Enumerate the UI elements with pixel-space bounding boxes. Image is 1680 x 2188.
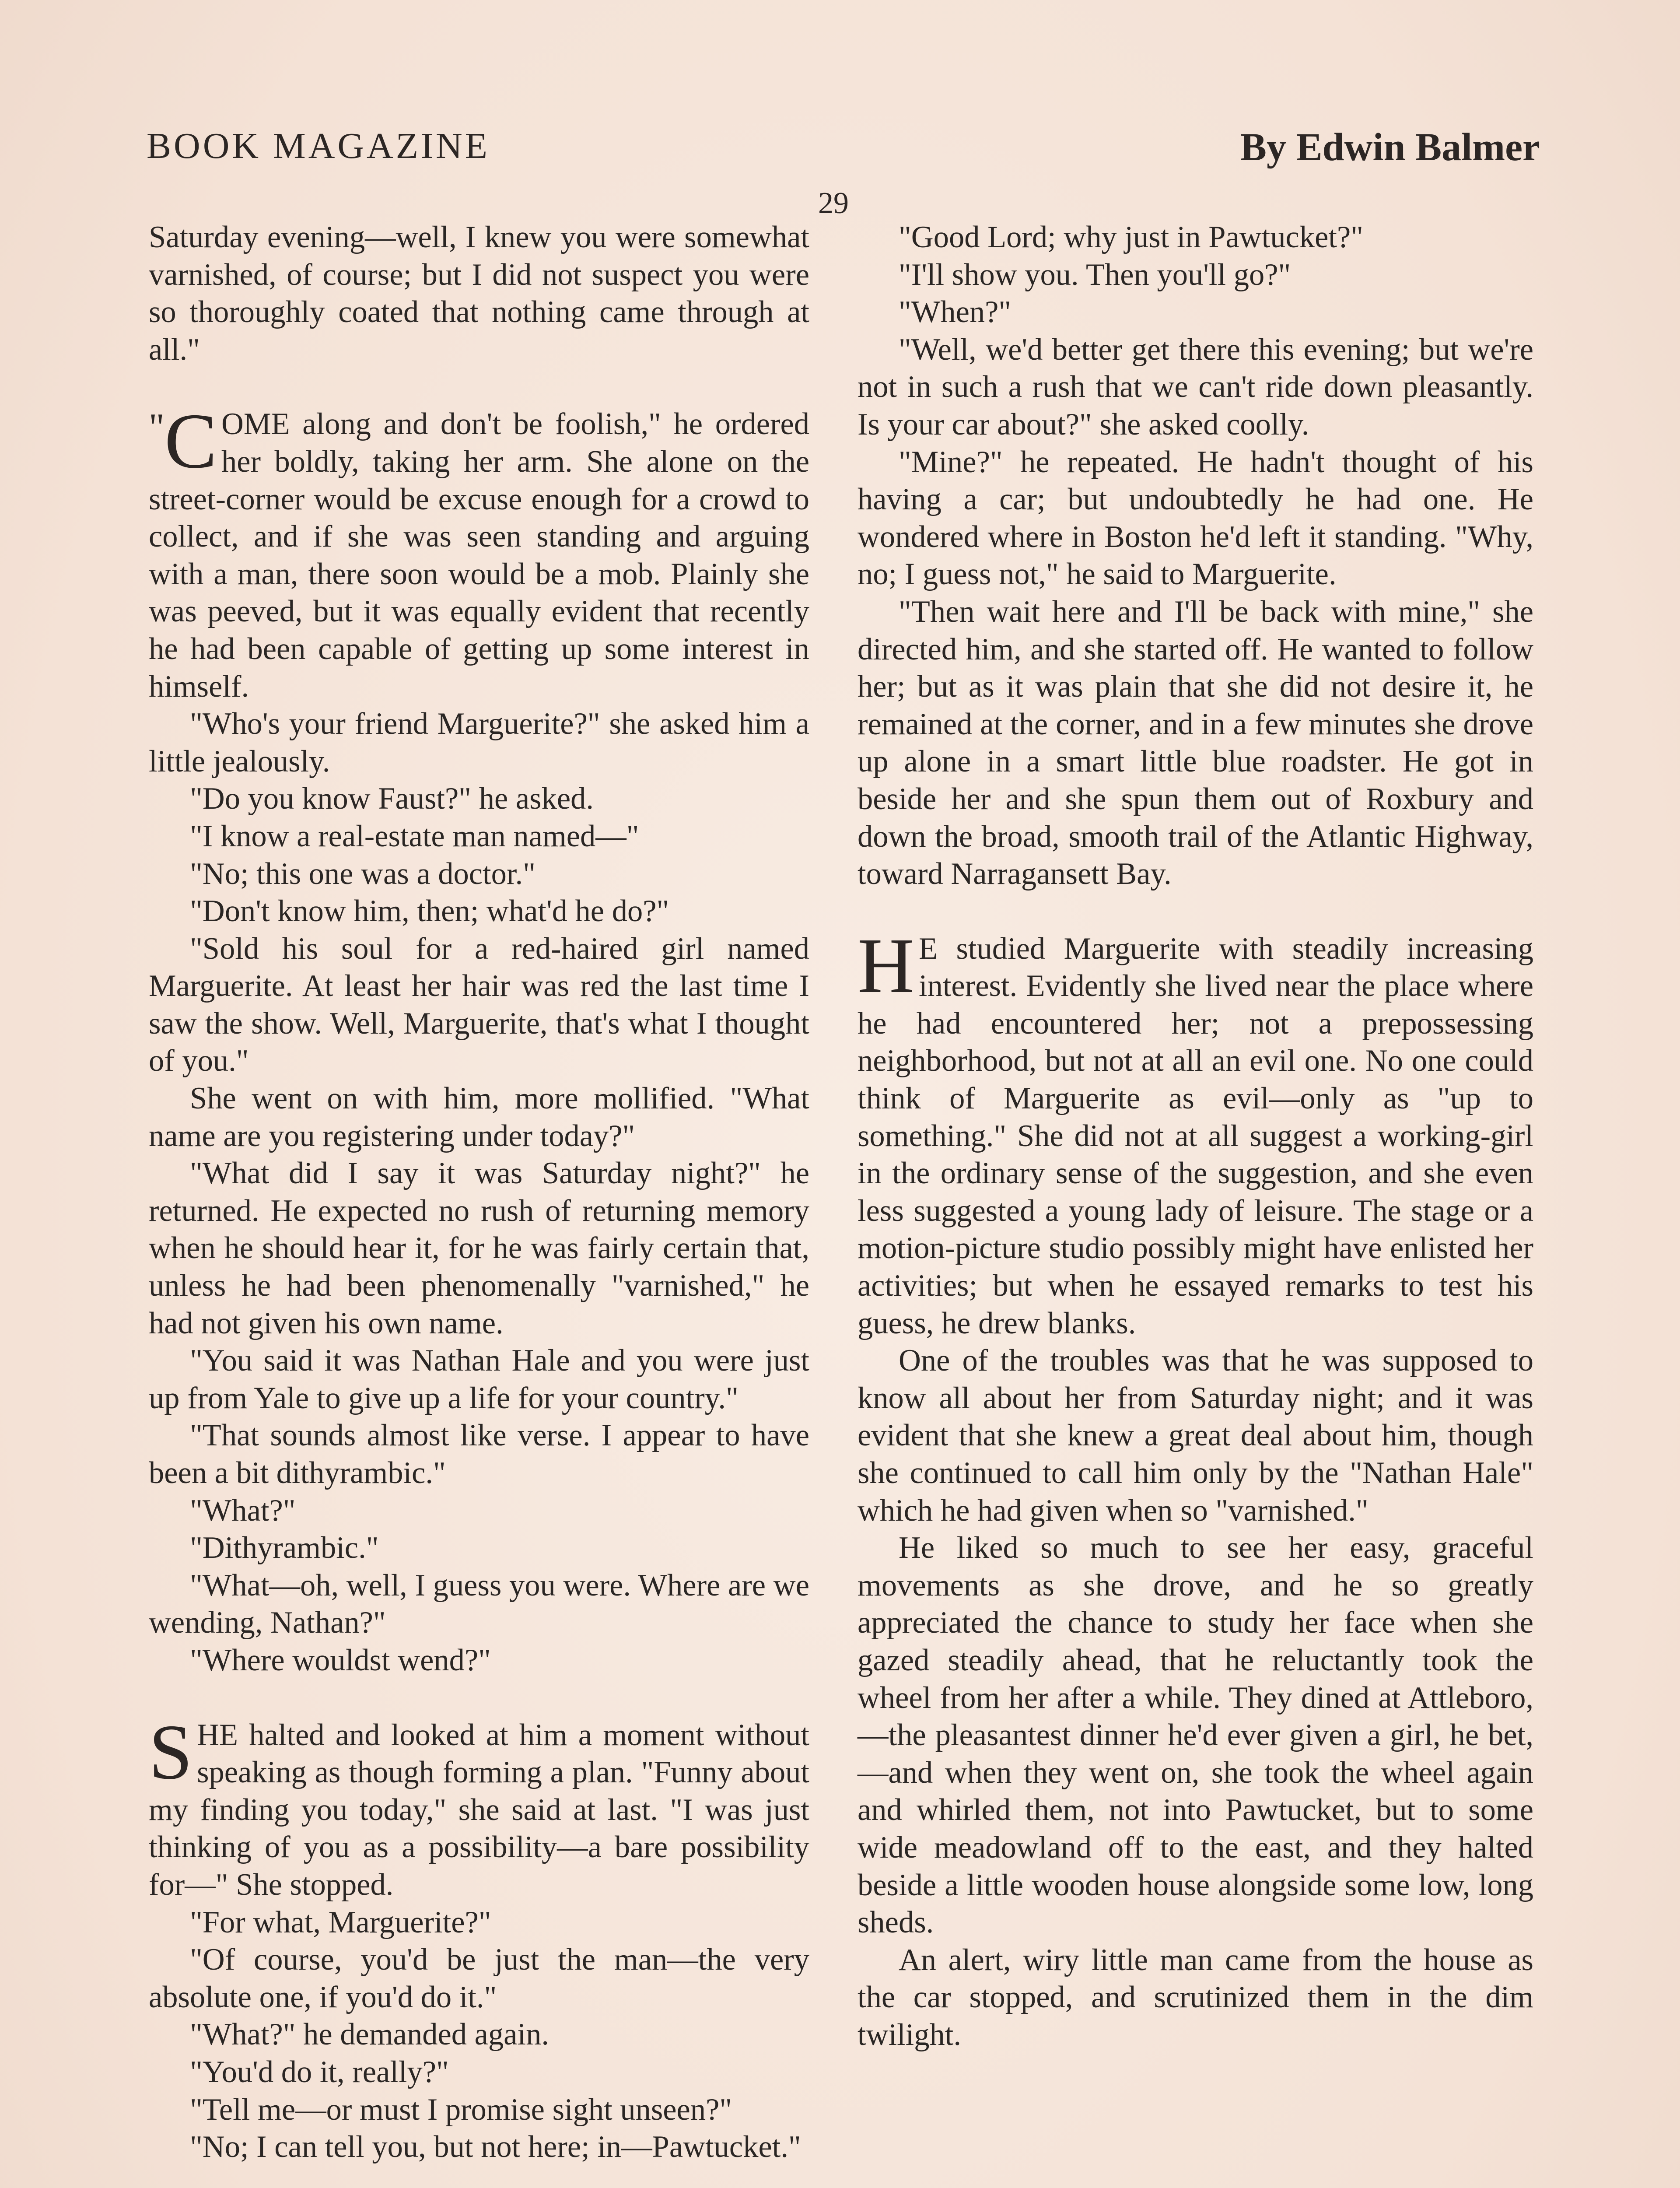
paragraph: "Well, we'd better get there this evening; but we're not in such a rush that we can't ride down pleasantly. Is your car about?" she asked coolly. [858, 332, 1533, 442]
paragraph: "Do you know Faust?" he asked. [190, 782, 594, 816]
paragraph: "That sounds almost like verse. I appear to have been a bit dithyrambic." [149, 1418, 809, 1490]
paragraph: An alert, wiry little man came from the house as the car stopped, and scrutinized them in the dim twilight. [858, 1943, 1533, 2052]
paragraph: "Who's your friend Marguerite?" she asked him a little jealously. [149, 707, 809, 778]
paragraph: "Where wouldst wend?" [190, 1643, 491, 1677]
paragraph: Saturday evening—well, I knew you were somewhat varnished, of course; but I did not suspect you were so thoroughly coated that nothing came through at all." [149, 220, 809, 367]
paragraph-dropcap [149, 1708, 809, 1904]
author-byline: By Edwin Balmer [1240, 126, 1540, 169]
paragraph: "Good Lord; why just in Pawtucket?" [899, 220, 1364, 254]
paragraph: "For what, Marguerite?" [190, 1905, 491, 1939]
paragraph: "I know a real-estate man named—" [190, 819, 639, 853]
paragraph-text: OME along and don't be foolish," he ordered her boldly, taking her arm. She alone on the street-corner would be excuse enough for a crowd to collect, and if she was seen standing and arguing with a man, there soon would be a mob. Plainly she was peeved, but it was equally evident that recently he had been capable of getting up some interest in himself. [149, 407, 809, 704]
paragraph: "What?" [190, 1493, 296, 1528]
dropcap-letter: H [858, 922, 914, 1009]
paragraph: He liked so much to see her easy, graceful movements as she drove, and he so greatly appreciated the chance to study her face when she gazed steadily ahead, that he reluctantly took the wheel from her after a while. They dined at Attleboro,—the pleasantest dinner he'd ever given a girl, he bet,—and when they went on, she took the wheel again and whirled them, not into Pawtucket, but to some wide meadowland off to the east, and they halted beside a little wooden house alongside some low, long sheds. [858, 1531, 1533, 1940]
paragraph: "Sold his soul for a red-haired girl named Marguerite. At least her hair was red the last time I saw the show. Well, Marguerite, that's what I thought of you." [149, 931, 809, 1078]
paragraph: One of the troubles was that he was supposed to know all about her from Saturday night; and it was evident that she knew a great deal about him, though she continued to call him only by the "Nathan Hale" which he had given when so "varnished." [858, 1343, 1533, 1528]
page-number: 29 [818, 186, 849, 220]
paragraph-dropcap [858, 922, 1533, 1343]
paragraph: "Then wait here and I'll be back with mine," she directed him, and she started off. He wanted to follow her; but as it was plain that she did not desire it, he remained at the corner, and in a few minutes she drove up alone in a smart little blue roadster. He got in beside her and she spun them out of Roxbury and down the broad, smooth trail of the Atlantic Highway, toward Narragansett Bay. [858, 594, 1533, 891]
paragraph: "What did I say it was Saturday night?" he returned. He expected no rush of returning memory when he should hear it, for he was fairly certain that, unless he had been phenomenally "varnished," he had not given his own name. [149, 1156, 809, 1340]
paragraph-text: HE halted and looked at him a moment without speaking as though forming a plan. "Funny about my finding you today," she said at last. "I was just thinking of you as a possibility—a bare possibility for—" She stopped. [149, 1718, 809, 1902]
paragraph-text: E studied Marguerite with steadily increasing interest. Evidently she lived near the place where he had encountered her; not a prepossessing neighborhood, but not at all an evil one. No one could think of Marguerite as evil—only as "up to something." She did not at all suggest a working-girl in the ordinary sense of the suggestion, and she even less suggested a young lady of leisure. The stage or a motion-picture studio possibly might have enlisted her activities; but when he essayed remarks to test his guess, he drew blanks. [858, 931, 1533, 1340]
paragraph: "You'd do it, really?" [190, 2055, 449, 2089]
paragraph-dropcap [149, 397, 809, 705]
magazine-title: BOOK MAGAZINE [147, 126, 490, 166]
paragraph: "No; this one was a doctor." [190, 856, 536, 891]
paragraph: "No; I can tell you, but not here; in—Pawtucket." [190, 2130, 801, 2164]
paragraph: "Don't know him, then; what'd he do?" [190, 894, 669, 929]
paragraph: "What?" he demanded again. [190, 2017, 549, 2052]
dropcap-letter: S [149, 1708, 193, 1795]
paragraph: She went on with him, more mollified. "What name are you registering under today?" [149, 1081, 809, 1153]
paragraph: "Of course, you'd be just the man—the very absolute one, if you'd do it." [149, 1943, 809, 2014]
paragraph: "Dithyrambic." [190, 1531, 379, 1565]
running-head [147, 125, 1540, 177]
paragraph: "Mine?" he repeated. He hadn't thought of his having a car; but undoubtedly he had one. He wondered where in Boston he'd left it standing. "Why, no; I guess not," he said to Marguerite. [858, 445, 1533, 592]
paragraph: "You said it was Nathan Hale and you were just up from Yale to give up a life for your country." [149, 1343, 809, 1415]
paragraph: "What—oh, well, I guess you were. Where are we wending, Nathan?" [149, 1568, 809, 1640]
dropcap-quote: " [149, 406, 164, 449]
paragraph: "Tell me—or must I promise sight unseen?" [190, 2092, 732, 2127]
dropcap-letter: C [164, 397, 217, 485]
paragraph: "I'll show you. Then you'll go?" [899, 257, 1291, 292]
paragraph: "When?" [899, 295, 1012, 330]
right-column [858, 219, 1533, 2054]
left-column [149, 219, 809, 2166]
